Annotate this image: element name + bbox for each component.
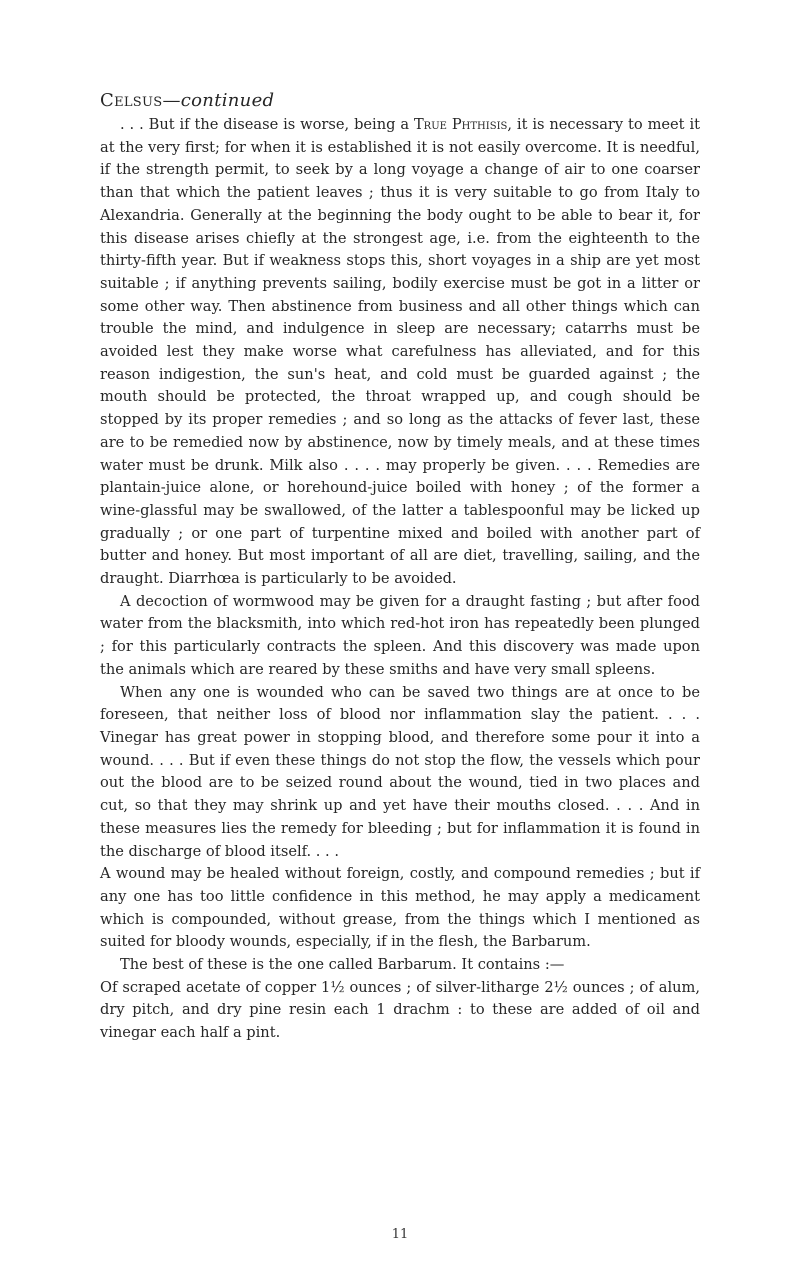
paragraph-spleen: A decoction of wormwood may be given for a draught fasting ; but after food water from the blacksmith, into which red-hot iron has repeatedly been plunged ; for this particularly contracts the spleen. And this discovery was made upon the animals which are reared by these smiths and have very small spleens. [100, 592, 700, 678]
heading-dash: — [162, 90, 181, 111]
paragraph-phthisis [100, 114, 700, 591]
paragraph-barbarum-intro: The best of these is the one called Barbarum. It contains :— [120, 956, 565, 974]
paragraph-barbarum-recipe: Of scraped acetate of copper 1½ ounces ; of silver-litharge 2½ ounces ; of alum, dry pitch, and dry pine resin each 1 drachm : to these are added of oil and vinegar each half a pint. [100, 978, 700, 1042]
paragraph-phthisis-part2: , it is necessary to meet it at the very first; for when it is established it is not easily overcome. It is needful, if the strength permit, to seek by a long voyage a change of air to one coarser than that which the patient leaves ; thus it is very suitable to go from Italy to Alexandria. Generally at the beginning the body ought to be able to bear it, for this disease arises chiefly at the strongest age, i.e. from the eighteenth to the thirty-fifth year. But if weakness stops this, short voyages in a ship are yet most suitable ; if anything prevents sailing, bodily exercise must be got in a litter or some other way. Then abstinence from business and all other things which can trouble the mind, and indulgence in sleep are necessary; catarrhs must be avoided lest they make worse what carefulness has alleviated, and for this reason indigestion, the sun's heat, and cold must be guarded against ; the mouth should be protected, the throat wrapped up, and cough should be stopped by its proper remedies ; and so long as the attacks of fever last, these are to be remedied now by abstinence, now by timely meals, and at these times water must be drunk. Milk also . . . . may properly be given. . . . Remedies are plantain-juice alone, or horehound-juice boiled with honey ; of the former a wine-glassful may be swallowed, of the latter a tablespoonful may be licked up gradually ; or one part of turpentine mixed and boiled with another part of butter and honey. But most important of all are diet, travelling, sailing, and the draught. Diarrhœa is particularly to be avoided. [100, 116, 700, 588]
page-number: 11 [391, 1227, 409, 1242]
page-content [100, 88, 700, 1045]
paragraph-phthisis-part1: . . . But if the disease is worse, being a [120, 116, 414, 133]
heading-continued: continued [180, 90, 275, 111]
running-heading [100, 88, 700, 114]
paragraph-wound-healing: A wound may be healed without foreign, costly, and compound remedies ; but if any one has too little confidence in this method, he may apply a medicament which is compounded, without grease, from the things which I mentioned as suited for bloody wounds, especially, if in the flesh, the Barbarum. [100, 865, 700, 951]
heading-title: Celsus [100, 90, 163, 111]
paragraph-wounds-bleeding: When any one is wounded who can be saved two things are at once to be foreseen, that neither loss of blood nor inflammation slay the patient. . . . Vinegar has great power in stopping blood, and therefore some pour it into a wound. . . . But if even these things do not stop the flow, the vessels which pour out the blood are to be seized round about the wound, tied in two places and cut, so that they may shrink up and yet have their mouths closed. . . . And in these measures lies the remedy for bleeding ; but for inflammation it is found in the discharge of blood itself. . . . [100, 683, 700, 860]
true-phthisis-term: True Phthisis [413, 116, 508, 133]
